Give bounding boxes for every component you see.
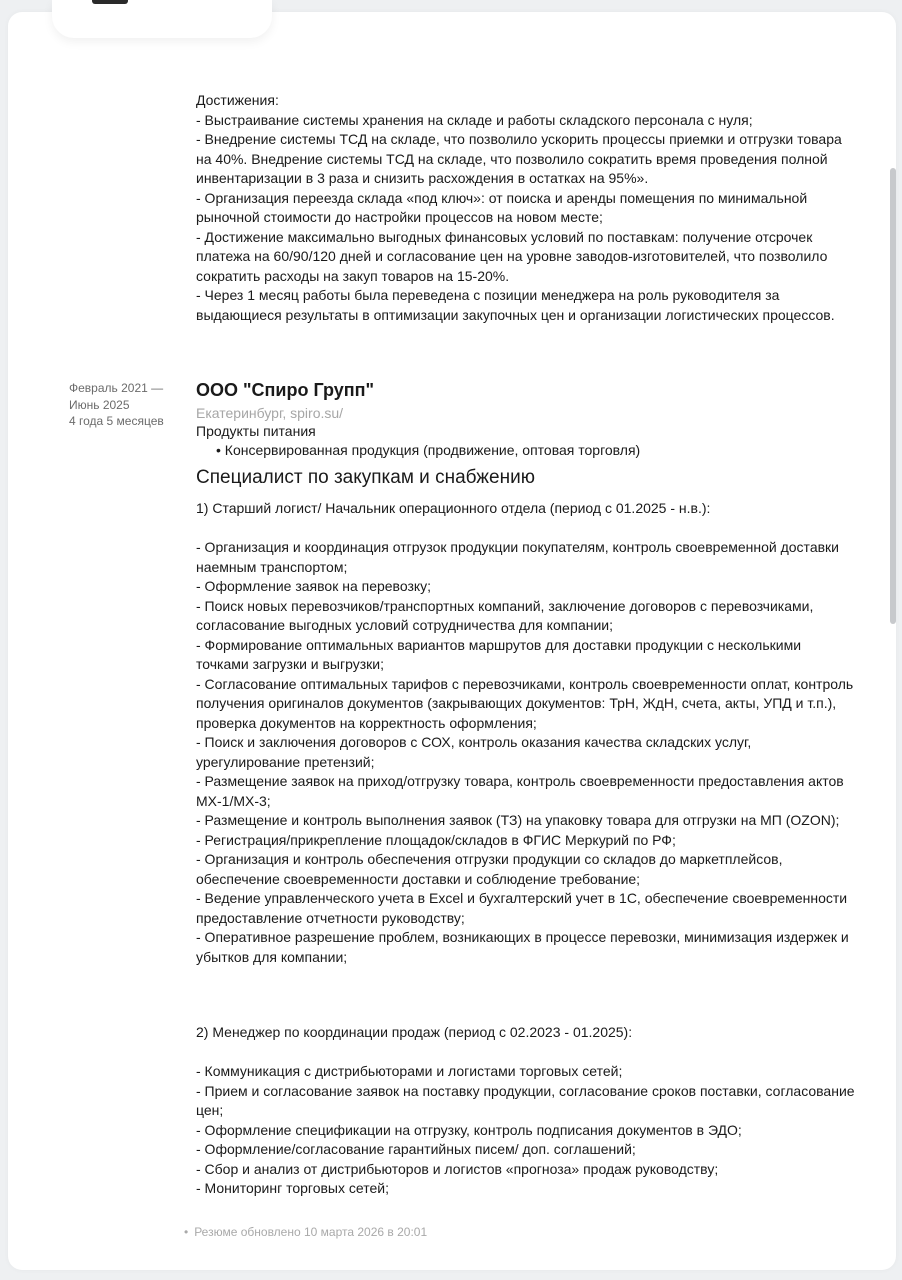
experience-period — [69, 380, 189, 430]
bullet-icon: • — [184, 1225, 189, 1239]
company-location[interactable]: Екатеринбург, spiro.su/ — [196, 405, 344, 421]
period-duration: 4 года 5 месяцев — [69, 414, 164, 428]
achievements-text: Достижения: - Выстраивание системы хранения на складе и работы складского персонала с нуля; - Внедрение системы ТСД на складе, что позволило ускорить процессы приемки и отгрузки товара на 40%. Внедрение системы ТСД на складе, что позволило сократить время проведения полной инвентаризации в 3 раза и снизить расхождения в остатках на 95%». - Организация переезда склада «под ключ»: от поиска и аренды помещения по минимальной рыночной стоимости до настройки процессов на новом месте; - Достижение максимально выгодных финансовых условий по поставкам: получение отсрочек платежа на 60/90/120 дней и согласование цен на уровне заводов-изготовителей, что позволило сократить расходы на закуп товаров на 15-20%. - Через 1 месяц работы была переведена с позиции менеджера на роль руководителя за выдающиеся результаты в оптимизации закупочных цен и организации логистических процессов. — [196, 92, 842, 323]
period-end: Июнь 2025 — [69, 397, 130, 412]
menu-icon[interactable] — [92, 0, 128, 4]
position-title: Специалист по закупкам и снабжению — [196, 467, 535, 488]
role2-duties: - Коммуникация с дистрибьюторами и логистами торговых сетей; - Прием и согласование заявок на поставку продукции, согласование сроков поставки, согласование цен; - Оформление спецификации на отгрузку, контроль подписания документов в ЭДО; - Оформление/согласование гарантийных писем/ доп. соглашений; - Сбор и анализ от дистрибьюторов и логистов «прогноза» продаж руководству; - Мониторинг торговых сетей; — [196, 1063, 855, 1196]
company-name: ООО "Спиро Групп" — [196, 380, 375, 400]
role1-duties: - Организация и координация отгрузок продукции покупателям, контроль своевременной доставки наемным транспортом; - Оформление заявок на перевозку; - Поиск новых перевозчиков/транспортных компаний, заключение договоров с перевозчиками, согласование выгодных условий сотрудничества для компании; - Формирование оптимальных вариантов маршрутов для доставки продукции с несколькими точками загрузки и выгрузки; - Согласование оптимальных тарифов с перевозчиками, контроль своевременности оплат, контроль получения оригиналов документов (закрывающих документов: ТрН, ЖдН, счета, акты, УПД и т.п.), проверка документов на корректность оформления; - Поиск и заключения договоров с СОХ, контроль оказания качества складских услуг, урегулирование претензий; - Размещение заявок на приход/отгрузку товара, контроль своевременности предоставления актов МХ-1/МХ-3; - Размещение и контроль выполнения заявок (ТЗ) на упаковку товара для отгрузки на МП (OZON); - Регистрация/прикрепление площадок/складов в ФГИС Меркурий по РФ; - Организация и контроль обеспечения отгрузки продукции со складов до маркетплейсов, обеспечение своевременности доставки и соблюдение требование; - Ведение управленческого учета в Excel и бухгалтерский учет в 1С, обеспечение своевременности предоставление отчетности руководству; - Оперативное разрешение проблем, возникающих в процессе перевозки, минимизация издержек и убытков для компании; — [196, 539, 854, 965]
updated-text: Резюме обновлено 10 марта 2026 в 20:01 — [194, 1225, 428, 1239]
role1-title: 1) Старший логист/ Начальник операционного отдела (период с 01.2025 - н.в.): — [196, 500, 711, 516]
period-start: Февраль 2021 — — [69, 381, 164, 395]
scrollbar[interactable] — [890, 168, 896, 624]
industry-item: • Консервированная продукция (продвижение, оптовая торговля) — [216, 442, 641, 458]
role2-title: 2) Менеджер по координации продаж (период с 02.2023 - 01.2025): — [196, 1024, 633, 1040]
resume-updated — [184, 1224, 427, 1240]
industry-label: Продукты питания — [196, 423, 316, 439]
header-card — [52, 0, 272, 38]
